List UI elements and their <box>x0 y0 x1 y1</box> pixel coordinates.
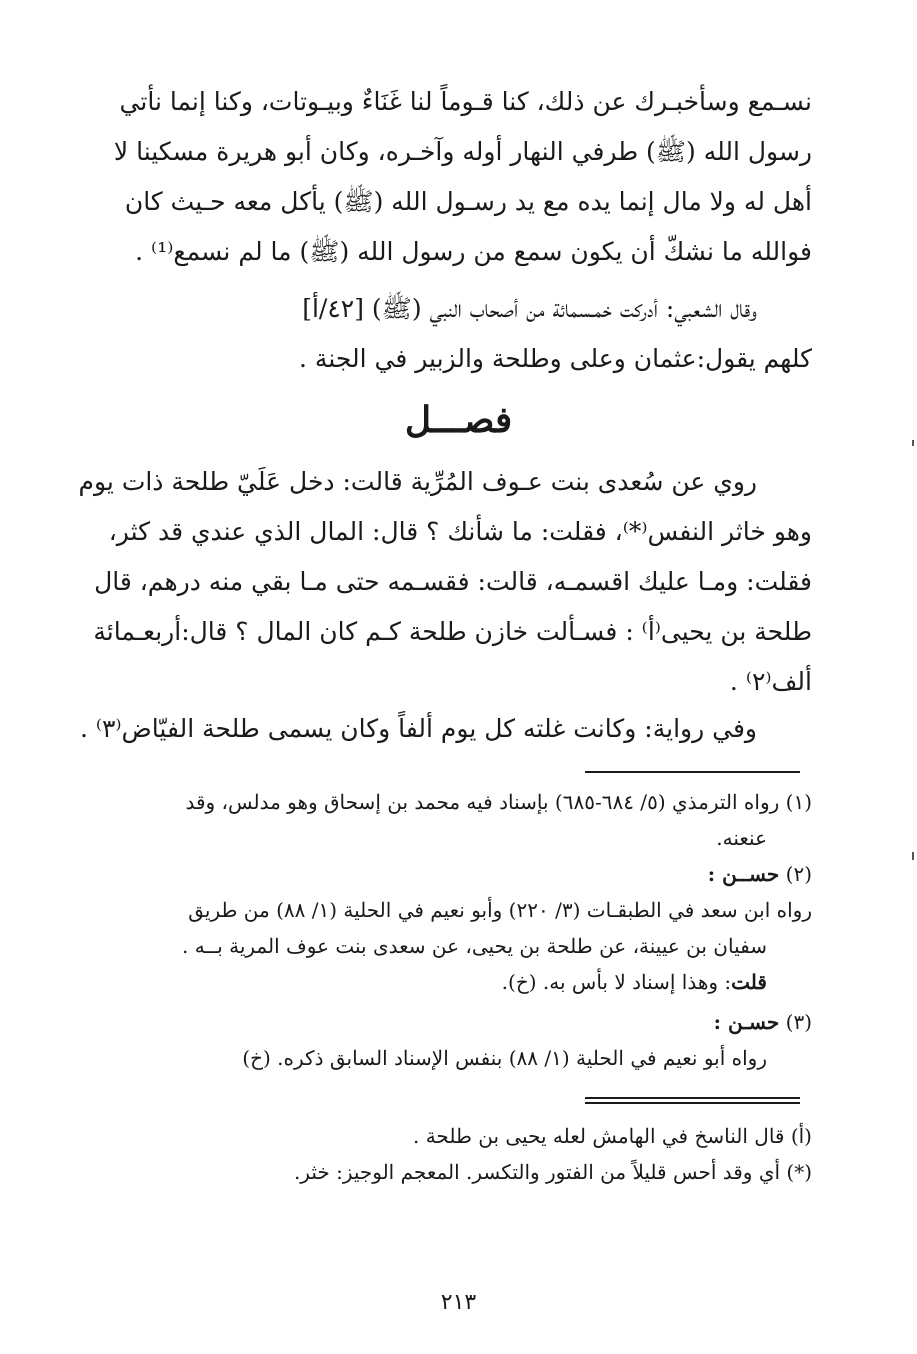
footnote-line: رواه أبو نعيم في الحلية (١/ ٨٨) بنفس الإسناد السابق ذكره. (خ) <box>242 1046 767 1070</box>
hadith-grade: حسـن : <box>713 1010 780 1034</box>
footnote-heading <box>102 1004 812 1040</box>
body-line: فوالله ما نشكّ أن يكون سمع من رسول الله (ﷺ) ما لم نسمع⁽¹⁾ . <box>135 237 812 266</box>
editor-remark-text: : وهذا إسناد لا بأس به. (خ). <box>501 970 732 994</box>
hadith-grade: حســن : <box>707 862 780 886</box>
double-rule-top <box>585 1097 800 1099</box>
body-line: وهو خاثر النفس⁽*⁾، فقلت: ما شأنك ؟ قال: المال الذي عندي قد كثر، <box>108 517 812 546</box>
footnote-label: (٢) <box>785 862 812 886</box>
editor-note: (*) أي وقد أحس قليلاً من الفتور والتكسر. المعجم الوجيز: خثر. <box>293 1160 812 1184</box>
body-line: أهل له ولا مال إنما يده مع يد رسـول الله (ﷺ) يأكل معه حـيث كان <box>124 187 812 216</box>
page-number: ٢١٣ <box>440 1290 477 1315</box>
footnote-line <box>102 964 767 1000</box>
editor-note: (أ) قال الناسخ في الهامش لعله يحيى بن طلحة . <box>412 1124 812 1148</box>
scan-speck <box>912 852 914 860</box>
footnote-label: (٣) <box>785 1010 812 1034</box>
footnote-line: عنعنه. <box>716 826 767 850</box>
section-heading: فصـــل <box>404 399 513 441</box>
body-line: فقلت: ومـا عليك اقسمـه، قالت: فقسـمه حتى مـا بقي منه درهم، قال <box>94 567 812 596</box>
footnote-line: رواه ابن سعد في الطبقـات (٣/ ٢٢٠) وأبو نعيم في الحلية (١/ ٨٨) من طريق <box>188 898 812 922</box>
footnote-line: (١) رواه الترمذي (٥/ ٦٨٤-٦٨٥) بإسناد فيه محمد بن إسحاق وهو مدلس، وقد <box>185 790 812 814</box>
editor-remark-label: قلت <box>731 970 767 994</box>
footnote-heading <box>102 856 812 892</box>
body-line: رسول الله (ﷺ) طرفي النهار أوله وآخـره، وكان أبو هريرة مسكينا لا <box>113 137 812 166</box>
double-rule-bottom <box>585 1102 800 1104</box>
body-line: كلهم يقول:عثمان وعلى وطلحة والزبير في الجنة . <box>299 344 812 373</box>
footnote-divider <box>585 771 800 773</box>
scan-speck <box>912 440 914 446</box>
body-line: ألف⁽٢⁾ . <box>729 667 812 696</box>
footnote-line: سفيان بن عيينة، عن طلحة بن يحيى، عن سعدى بنت عوف المرية بــه . <box>182 934 767 958</box>
body-line: روي عن سُعدى بنت عـوف المُرِّية قالت: دخل عَلَيّ طلحة ذات يوم <box>78 467 757 496</box>
body-line: وقال الشعبي: أدركت خمـسمائة من أصحاب النبي (ﷺ) [٤٢/أ] <box>302 294 757 323</box>
body-line: وفي رواية: وكانت غلته كل يوم ألفاً وكان يسمى طلحة الفيّاض⁽٣⁾ . <box>79 714 757 743</box>
body-line: طلحة بن يحيى⁽أ⁾ : فسـألت خازن طلحة كـم كان المال ؟ قال:أربعـمائة <box>93 617 812 646</box>
body-line: نسـمع وسأخبـرك عن ذلك، كنا قـوماً لنا غَنَاءٌ وبيـوتات، وكنا إنما نأتي <box>119 87 812 116</box>
